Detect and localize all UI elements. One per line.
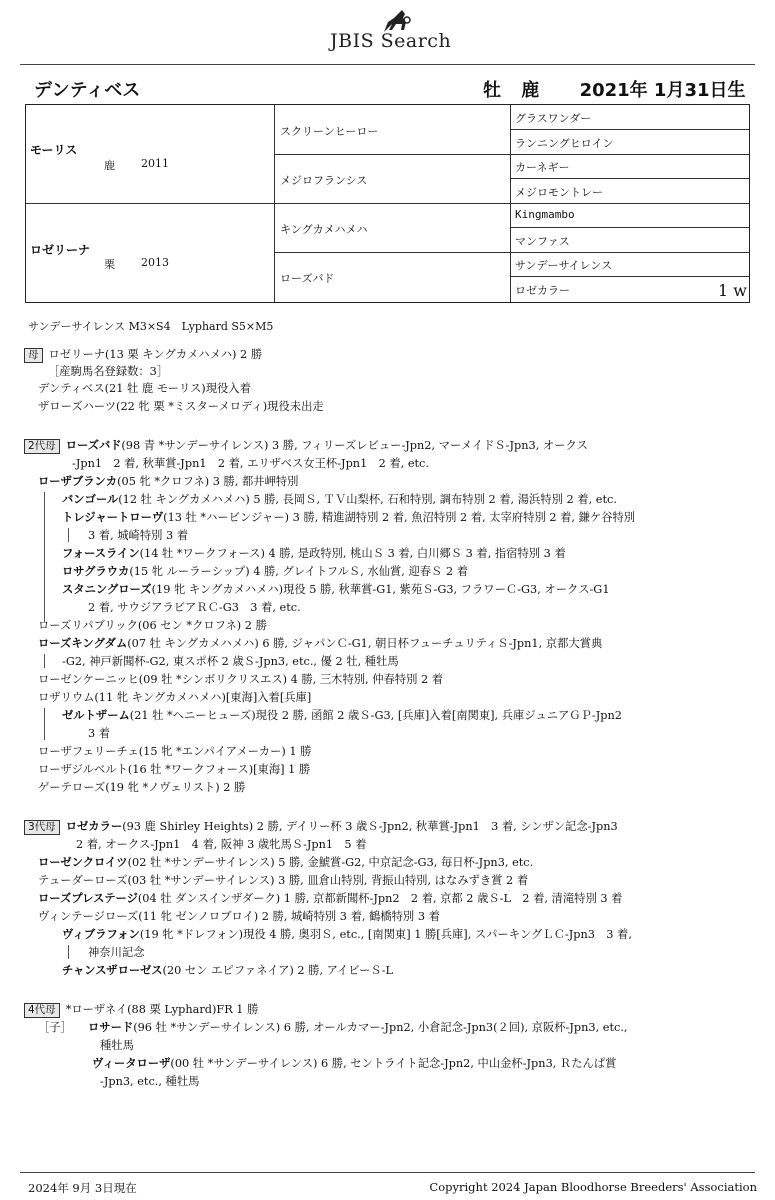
g2-line: -Jpn1 2 着, 秋華賞-Jpn1 2 着, エリザベス女王杯-Jpn1 2 着, etc. xyxy=(72,457,429,470)
gen3-ancestor[interactable]: Kingmambo xyxy=(515,208,575,221)
g2-line[interactable]: ローズリパブリック(06 セン *クロフネ) 2 勝 xyxy=(38,619,267,632)
g2-line: バンゴール(12 牡 キングカメハメハ) 5 勝, 長岡Ｓ, ＴＶ山梨杯, 石和特別, 調布特別 2 着, 湯浜特別 2 着, etc. xyxy=(62,493,617,506)
sire-name[interactable]: モーリス xyxy=(30,143,78,157)
g2-line: 2 着, サウジアラビアＲＣ-G3 3 着, etc. xyxy=(88,601,301,614)
gen3-ancestor[interactable]: ランニングヒロイン xyxy=(515,137,614,150)
horse-sex: 牡 xyxy=(483,80,501,101)
gen2-dam-dam[interactable]: ローズバド xyxy=(280,272,335,285)
gen3-ancestor[interactable]: マンファス xyxy=(515,235,570,248)
gen2-sire-sire[interactable]: スクリーンヒーロー xyxy=(280,125,379,138)
jbis-logo[interactable] xyxy=(330,8,460,56)
g2-line[interactable]: ロザリウム(11 牝 キングカメハメハ)[東海]入着[兵庫] xyxy=(38,691,312,704)
family-number: 1 w xyxy=(718,281,747,300)
g3-line: チャンスザローゼス(20 セン エピファネイア) 2 勝, アイビーＳ-L xyxy=(62,964,393,977)
foal-entry[interactable]: デンティベス(21 牡 鹿 モーリス)現役入着 xyxy=(38,382,251,395)
g3-line: 3代母 ロゼカラー(93 鹿 Shirley Heights) 2 勝, デイリー杯 3 歳Ｓ-Jpn2, 秋華賞-Jpn1 3 着, シンザン記念-Jpn3 xyxy=(24,819,618,835)
horse-birth: 2021年 1月31日生 xyxy=(579,80,746,101)
gen3-ancestor[interactable]: カーネギー xyxy=(515,161,570,174)
g2-line: トレジャートローヴ(13 牡 *ハービンジャー) 3 勝, 精進湖特別 2 着, 魚沼特別 2 着, 太宰府特別 2 着, 鎌ケ谷特別 xyxy=(62,511,636,524)
g2-line[interactable]: ゲーテローズ(19 牝 *ノヴェリスト) 2 勝 xyxy=(38,781,246,794)
sire-year: 2011 xyxy=(141,157,169,170)
foal-entry[interactable]: ザローズハーツ(22 牝 栗 *ミスターメロディ)現役未出走 xyxy=(38,400,324,413)
g3-line: ローゼンクロイツ(02 牡 *サンデーサイレンス) 5 勝, 金鯱賞-G2, 中京記念-G3, 毎日杯-Jpn3, etc. xyxy=(38,856,534,869)
sire-color: 鹿 xyxy=(104,159,115,172)
horse-color: 鹿 xyxy=(521,80,540,101)
g2-line: ローザブランカ(05 牝 *クロフネ) 3 勝, 都井岬特別 xyxy=(38,475,299,488)
dam-name[interactable]: ロゼリーナ xyxy=(30,243,91,257)
g2-line: ロサグラウカ(15 牝 ルーラーシップ) 4 勝, グレイトフルＳ, 水仙賞, 迎春Ｓ 2 着 xyxy=(62,565,469,578)
gen3-ancestor[interactable]: メジロモントレー xyxy=(515,186,603,199)
g2-line[interactable]: ローザジルベルト(16 牡 *ワークフォース)[東海] 1 勝 xyxy=(38,763,311,776)
dam-line: 母 ロゼリーナ(13 栗 キングカメハメハ) 2 勝 xyxy=(24,347,262,363)
g4-label: 4代母 xyxy=(24,1003,60,1018)
dam-color: 栗 xyxy=(104,258,115,271)
g3-line: ヴィブラフォン(19 牝 *ドレフォン)現役 4 勝, 奥羽Ｓ, etc., [南関東] 1 勝[兵庫], スパーキングＬＣ-Jpn3 3 着, xyxy=(62,928,632,941)
horse-info xyxy=(483,76,760,102)
g3-line: ローズプレステージ(04 牡 ダンスインザダーク) 1 勝, 京都新聞杯-Jpn2 2 着, 京都 2 歳Ｓ-L 2 着, 清滝特別 3 着 xyxy=(38,892,623,905)
g3-line: 2 着, オークス-Jpn1 4 着, 阪神 3 歳牝馬Ｓ-Jpn1 5 着 xyxy=(76,838,367,851)
gen3-ancestor[interactable]: ロゼカラー xyxy=(515,284,570,297)
dam-label: 母 xyxy=(24,348,43,363)
horse-name: デンティベス xyxy=(34,80,141,101)
g2-line: フォースライン(14 牡 *ワークフォース) 4 勝, 是政特別, 桃山Ｓ 3 着, 白川郷Ｓ 3 着, 指宿特別 3 着 xyxy=(62,547,566,560)
g4-line: ［子］ ロサード(96 牡 *サンデーサイレンス) 6 勝, オールカマー-Jpn2, 小倉記念-Jpn3(２回), 京阪杯-Jpn3, etc., xyxy=(38,1021,628,1034)
inbreeding-note: サンデーサイレンス M3×S4 Lyphard S5×M5 xyxy=(28,320,274,333)
as-of-date: 2024年 9月 3日現在 xyxy=(28,1181,137,1195)
g2-line: ローズキングダム(07 牡 キングカメハメハ) 6 勝, ジャパンＣ-G1, 朝日杯フューチュリティＳ-Jpn1, 京都大賞典 xyxy=(38,637,603,650)
g2-line: 3 着 xyxy=(88,727,111,740)
g2-label: 2代母 xyxy=(24,439,60,454)
gen3-ancestor[interactable]: サンデーサイレンス xyxy=(515,259,613,272)
g2-line[interactable]: ローザフェリーチェ(15 牝 *エンパイアメーカー) 1 勝 xyxy=(38,745,312,758)
logo-text: JBIS Search xyxy=(330,30,452,52)
g4-line: -Jpn3, etc., 種牡馬 xyxy=(100,1075,200,1088)
pedigree-table xyxy=(25,104,750,303)
g4-line: ヴィータローザ(00 牡 *サンデーサイレンス) 6 勝, セントライト記念-Jpn2, 中山金杯-Jpn3, Ｒたんぱ賞 xyxy=(92,1057,617,1070)
copyright: Copyright 2024 Japan Bloodhorse Breeders' Association xyxy=(429,1180,757,1194)
footer-divider xyxy=(20,1172,755,1173)
gen3-ancestor[interactable]: グラスワンダー xyxy=(515,112,592,125)
gen2-dam-sire[interactable]: キングカメハメハ xyxy=(280,223,368,236)
g2-line: 3 着, 城崎特別 3 着 xyxy=(88,529,189,542)
g3-label: 3代母 xyxy=(24,820,60,835)
dam-count: ［産駒馬名登録数：3］ xyxy=(48,365,169,378)
g2-line: -G2, 神戸新聞杯-G2, 東スポ杯 2 歳Ｓ-Jpn3, etc., 優 2 牡, 種牡馬 xyxy=(62,655,399,668)
g2-line: ゼルトザーム(21 牡 *ヘニーヒューズ)現役 2 勝, 函館 2 歳Ｓ-G3, [兵庫]入着[南関東], 兵庫ジュニアＧＰ-Jpn2 xyxy=(62,709,622,722)
g3-line: 神奈川記念 xyxy=(88,946,145,959)
dam-year: 2013 xyxy=(141,256,169,269)
g4-line: 種牡馬 xyxy=(100,1039,134,1052)
gen2-sire-dam[interactable]: メジロフランシス xyxy=(280,174,368,187)
g2-line[interactable]: ローゼンケーニッヒ(09 牡 *シンボリクリスエス) 4 勝, 三木特別, 仲春特別 2 着 xyxy=(38,673,444,686)
g2-line: 2代母 ローズバド(98 青 *サンデーサイレンス) 3 勝, フィリーズレビュー-Jpn2, マーメイドＳ-Jpn3, オークス xyxy=(24,438,588,454)
g3-line[interactable]: ヴィンテージローズ(11 牝 ゼンノロブロイ) 2 勝, 城崎特別 3 着, 鶴橋特別 3 着 xyxy=(38,910,440,923)
g3-line[interactable]: テューダーローズ(03 牡 *サンデーサイレンス) 3 勝, 皿倉山特別, 背振山特別, はなみずき賞 2 着 xyxy=(38,874,529,887)
g2-line: スタニングローズ(19 牝 キングカメハメハ)現役 5 勝, 秋華賞-G1, 紫苑Ｓ-G3, フラワーＣ-G3, オークス-G1 xyxy=(62,583,610,596)
g4-line: 4代母 *ローザネイ(88 栗 Lyphard)FR 1 勝 xyxy=(24,1002,258,1018)
header-divider xyxy=(20,64,755,65)
